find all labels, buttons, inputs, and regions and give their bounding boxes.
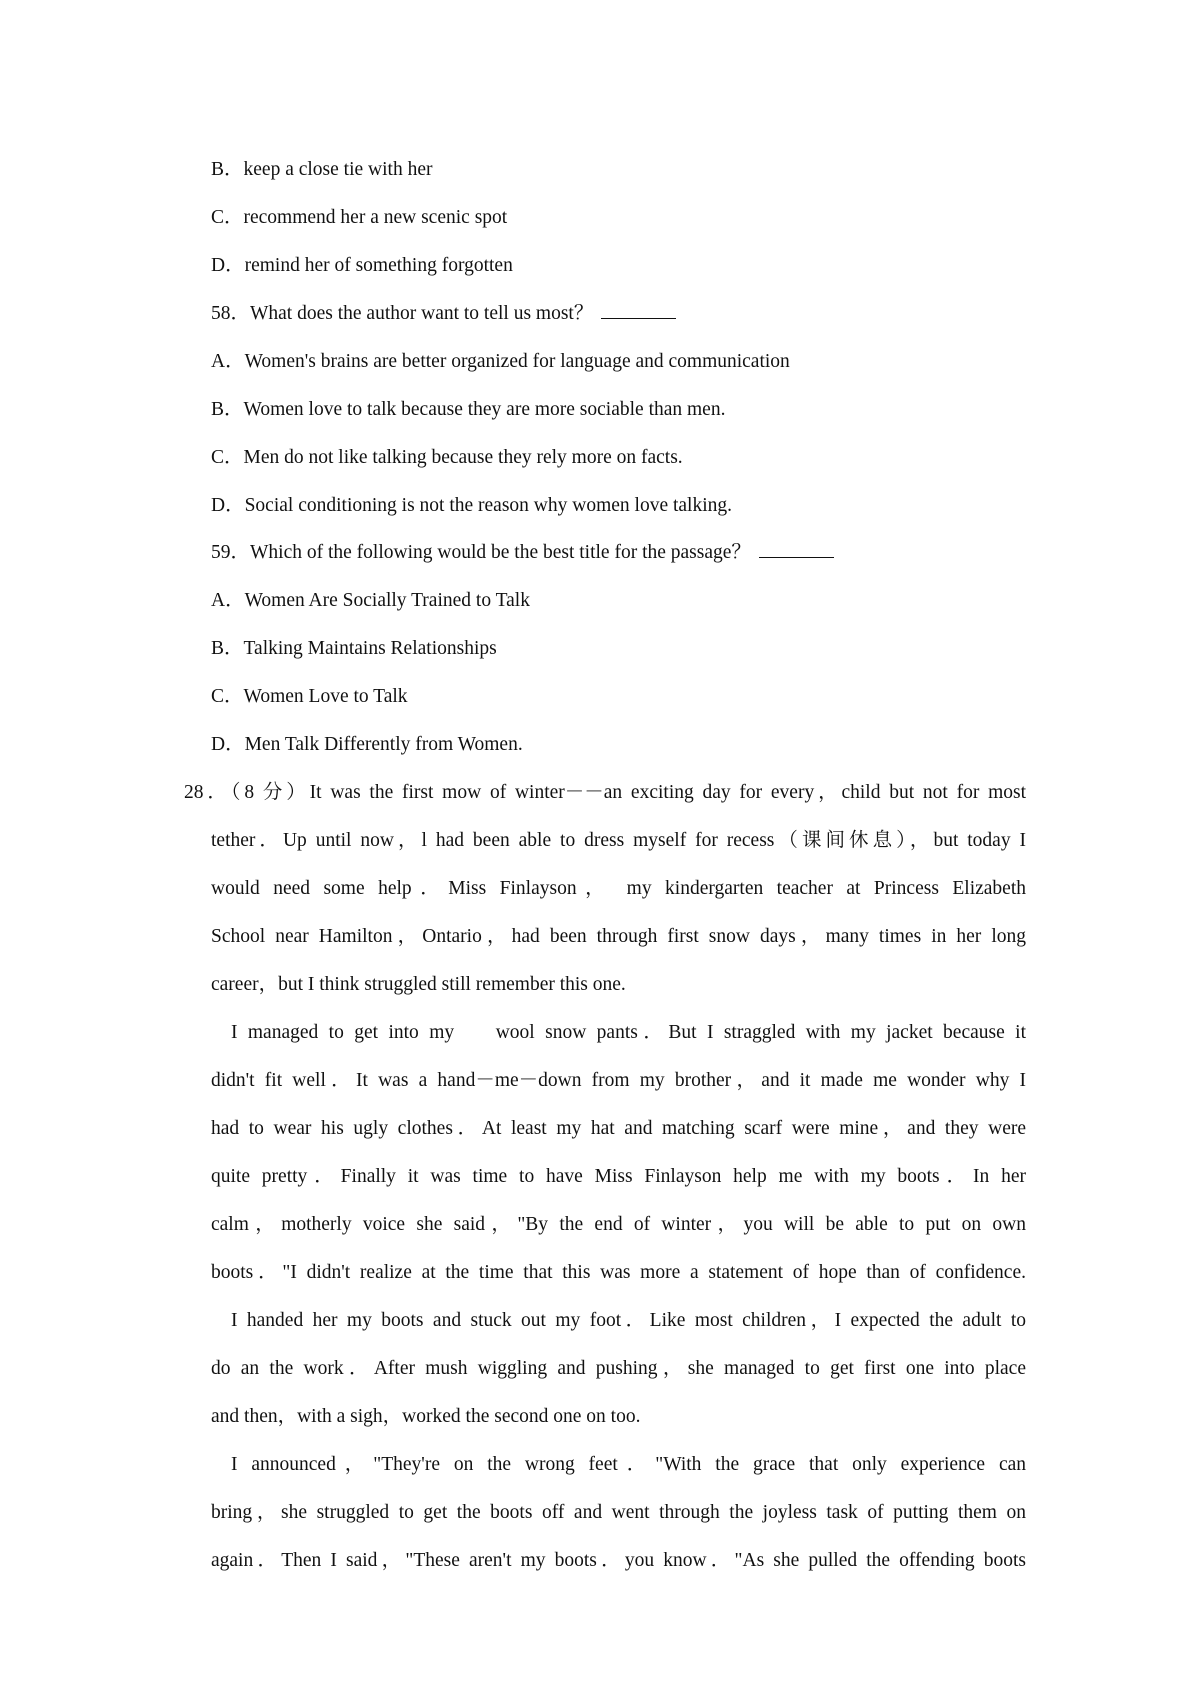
q57-option-c: C．recommend her a new scenic spot bbox=[211, 207, 508, 228]
p4-line-3: again．Then I said，"These aren't my boots．you know．"As she pulled the offending boots bbox=[211, 1550, 1026, 1571]
q28-line-3: would need some help．Miss Finlayson， my kindergarten teacher at Princess Elizabeth bbox=[211, 878, 1026, 899]
q58-option-b: B．Women love to talk because they are more sociable than men. bbox=[211, 399, 726, 420]
p3-line-3: and then，with a sigh，worked the second one on too. bbox=[211, 1406, 641, 1427]
q28-line-4: School near Hamilton，Ontario，had been through first snow days，many times in her long bbox=[211, 926, 1026, 947]
q58-question bbox=[211, 304, 676, 324]
p2-line-6: boots．"I didn't realize at the time that this was more a statement of hope than of confidence. bbox=[211, 1262, 1026, 1283]
q59-option-a: A．Women Are Socially Trained to Talk bbox=[211, 590, 530, 611]
q58-answer-blank bbox=[601, 317, 676, 319]
q58-option-c: C．Men do not like talking because they rely more on facts. bbox=[211, 447, 683, 468]
p2-line-3: had to wear his ugly clothes．At least my hat and matching scarf were mine，and they were bbox=[211, 1118, 1026, 1139]
q58-stem: 58．What does the author want to tell us most？ bbox=[211, 303, 594, 324]
p2-line-2: didn't fit well．It was a hand－me－down from my brother，and it made me wonder why I bbox=[211, 1070, 1026, 1091]
q28-line-1: 28．（8 分）It was the first mow of winter－－an exciting day for every，child but not for most bbox=[184, 782, 1026, 803]
q58-option-d: D．Social conditioning is not the reason why women love talking. bbox=[211, 495, 733, 516]
p3-line-2: do an the work．After mush wiggling and pushing，she managed to get first one into place bbox=[211, 1358, 1026, 1379]
p3-line-1: I handed her my boots and stuck out my foot．Like most children，I expected the adult to bbox=[231, 1310, 1026, 1331]
p4-line-1: I announced，"They're on the wrong feet．"With the grace that only experience can bbox=[231, 1454, 1026, 1475]
q59-option-d: D．Men Talk Differently from Women. bbox=[211, 734, 523, 755]
q28-line-2: tether．Up until now，l had been able to dress myself for recess（课间休息），but today I bbox=[211, 830, 1026, 851]
p2-line-5: calm，motherly voice she said，"By the end of winter，you will be able to put on own bbox=[211, 1214, 1026, 1235]
q28-line-5: career，but I think struggled still remember this one. bbox=[211, 974, 626, 995]
q59-answer-blank bbox=[759, 556, 834, 558]
q58-option-a: A．Women's brains are better organized for language and communication bbox=[211, 351, 790, 372]
q57-option-b: B．keep a close tie with her bbox=[211, 159, 433, 180]
p4-line-2: bring，she struggled to get the boots off and went through the joyless task of putting them on bbox=[211, 1502, 1026, 1523]
q59-stem: 59．Which of the following would be the best title for the passage？ bbox=[211, 542, 751, 563]
q57-option-d: D．remind her of something forgotten bbox=[211, 255, 513, 276]
q59-option-b: B．Talking Maintains Relationships bbox=[211, 638, 497, 659]
p2-line-1: I managed to get into my wool snow pants．But I straggled with my jacket because it bbox=[231, 1022, 1026, 1043]
p2-line-4: quite pretty．Finally it was time to have Miss Finlayson help me with my boots．In her bbox=[211, 1166, 1026, 1187]
q59-option-c: C．Women Love to Talk bbox=[211, 686, 408, 707]
q59-question bbox=[211, 543, 834, 563]
